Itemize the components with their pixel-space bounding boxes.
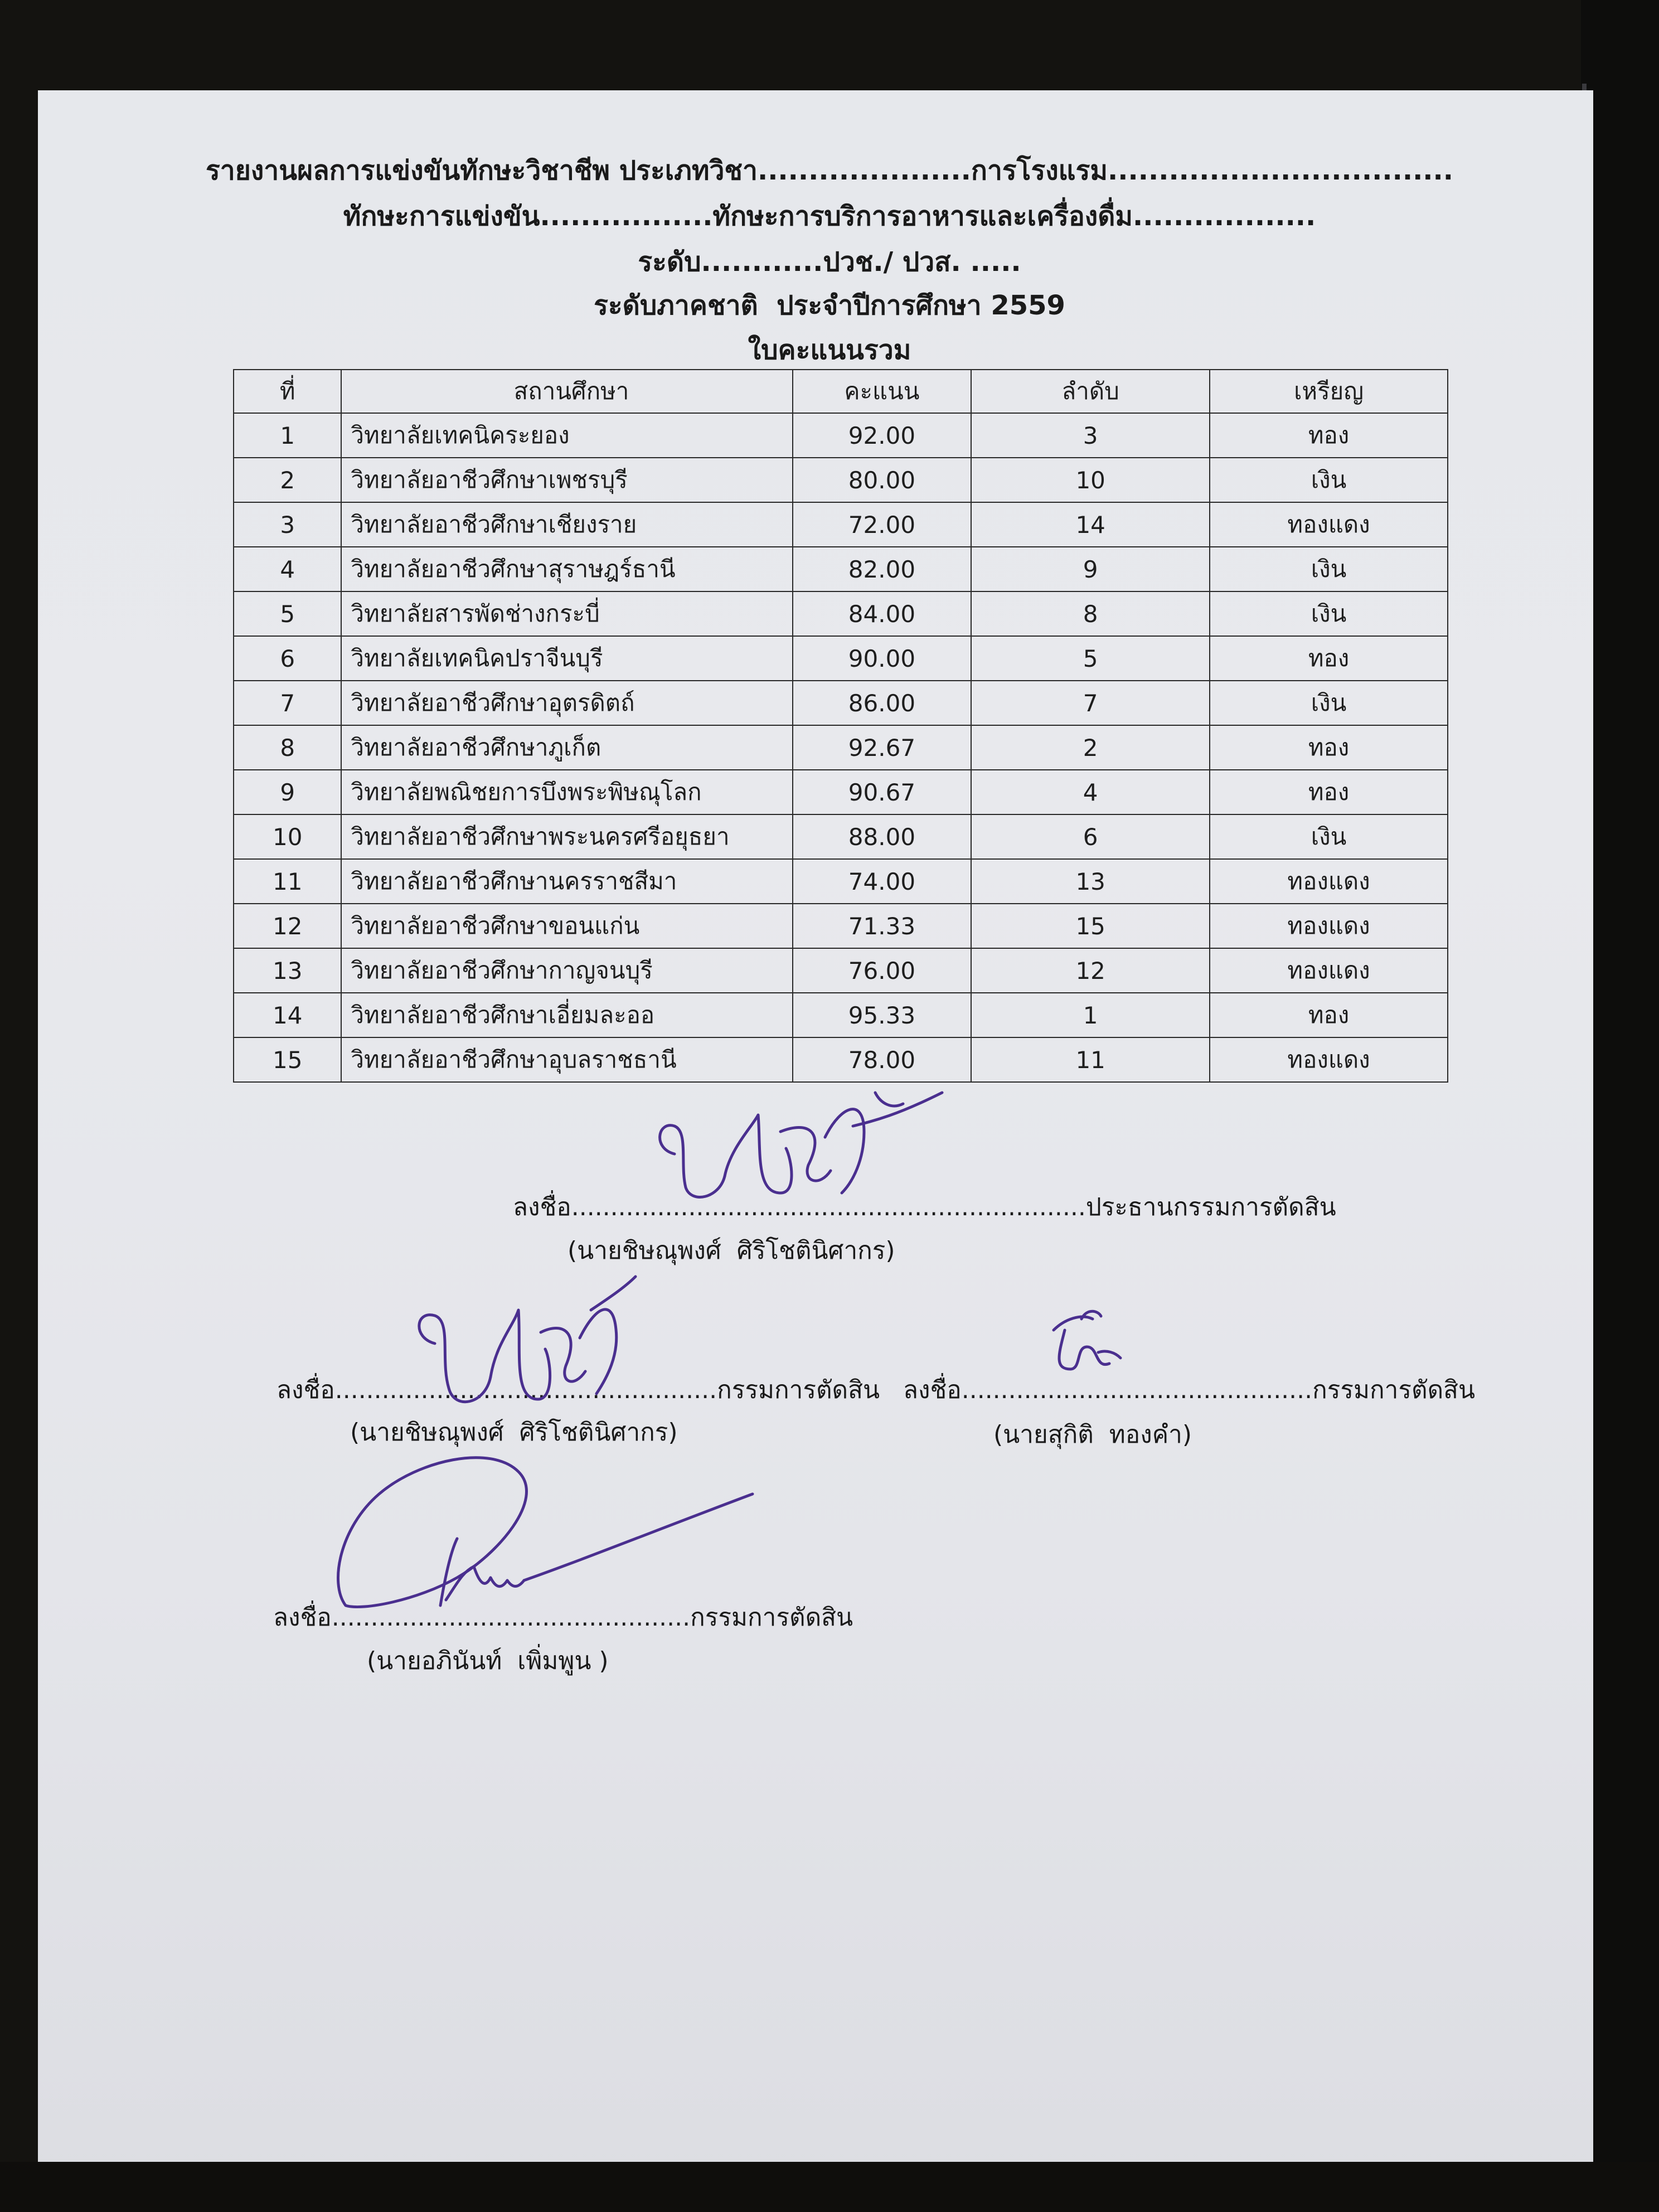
row-rank: 6 [971,814,1210,859]
header-institution: สถานศึกษา [341,370,792,413]
row-score: 76.00 [793,948,972,993]
row-medal: เงิน [1210,814,1448,859]
row-score: 90.67 [793,770,972,814]
education-level: ระดับ............ปวช./ ปวส. ..... [638,246,1021,278]
row-medal: ทองแดง [1210,1037,1448,1082]
row-institution: วิทยาลัยเทคนิคปราจีนบุรี [341,636,792,681]
table-row [234,725,1448,770]
row-no: 2 [234,458,341,502]
row-no: 9 [234,770,341,814]
report-title: รายงานผลการแข่งขันทักษะวิชาชีพ ประเภทวิชา.....................การโรงแรม.................................. [206,155,1453,186]
competition-year: ระดับภาคชาติ ประจำปีการศึกษา 2559 [594,290,1065,321]
row-rank: 13 [971,859,1210,904]
row-institution: วิทยาลัยอาชีวศึกษาเอี่ยมละออ [341,993,792,1037]
row-score: 80.00 [793,458,972,502]
row-score: 88.00 [793,814,972,859]
left-name: (นายชิษณุพงศ์ ศิริโชตินิศากร) [350,1418,678,1447]
row-no: 6 [234,636,341,681]
row-medal: ทองแดง [1210,948,1448,993]
table-row [234,814,1448,859]
row-institution: วิทยาลัยเทคนิคระยอง [341,413,792,458]
row-medal: ทอง [1210,636,1448,681]
score-table [233,369,1448,1083]
row-institution: วิทยาลัยอาชีวศึกษาเพชรบุรี [341,458,792,502]
row-no: 5 [234,591,341,636]
row-medal: เงิน [1210,458,1448,502]
row-rank: 11 [971,1037,1210,1082]
row-institution: วิทยาลัยอาชีวศึกษาภูเก็ต [341,725,792,770]
row-score: 95.33 [793,993,972,1037]
row-score: 82.00 [793,547,972,591]
table-row [234,502,1448,547]
row-medal: ทองแดง [1210,859,1448,904]
row-rank: 12 [971,948,1210,993]
row-no: 1 [234,413,341,458]
bottom-name: (นายอภินันท์ เพิ่มพูน ) [367,1647,609,1675]
row-institution: วิทยาลัยอาชีวศึกษานครราชสีมา [341,859,792,904]
table-header-row [234,370,1448,413]
row-medal: ทองแดง [1210,502,1448,547]
row-institution: วิทยาลัยพณิชยการบึงพระพิษณุโลก [341,770,792,814]
row-institution: วิทยาลัยสารพัดช่างกระบี่ [341,591,792,636]
bottom-signature [329,1438,764,1617]
row-no: 13 [234,948,341,993]
row-institution: วิทยาลัยอาชีวศึกษาขอนแก่น [341,904,792,948]
row-rank: 15 [971,904,1210,948]
table-row [234,591,1448,636]
row-rank: 3 [971,413,1210,458]
row-rank: 14 [971,502,1210,547]
row-score: 74.00 [793,859,972,904]
row-rank: 8 [971,591,1210,636]
row-rank: 7 [971,681,1210,725]
table-row [234,1037,1448,1082]
row-medal: ทอง [1210,770,1448,814]
table-row [234,413,1448,458]
row-medal: ทอง [1210,413,1448,458]
row-institution: วิทยาลัยอาชีวศึกษาสุราษฎร์ธานี [341,547,792,591]
table-row [234,948,1448,993]
row-score: 84.00 [793,591,972,636]
row-score: 90.00 [793,636,972,681]
row-rank: 1 [971,993,1210,1037]
row-score: 92.00 [793,413,972,458]
row-institution: วิทยาลัยอาชีวศึกษาพระนครศรีอยุธยา [341,814,792,859]
row-no: 7 [234,681,341,725]
chair-signature-line: ลงชื่อ..................................................................ประธานกรรมการตัดสิน [513,1193,1336,1221]
row-rank: 10 [971,458,1210,502]
competition-skill: ทักษะการแข่งขัน.................ทักษะการบริการอาหารและเครื่องดื่ม.................. [343,201,1316,232]
right-name: (นายสุกิติ ทองคำ) [993,1420,1192,1449]
row-rank: 9 [971,547,1210,591]
table-row [234,547,1448,591]
bottom-signature-line: ลงชื่อ..............................................กรรมการตัดสิน [273,1603,853,1632]
row-rank: 4 [971,770,1210,814]
row-medal: เงิน [1210,547,1448,591]
header-rank: ลำดับ [971,370,1210,413]
score-sheet-title: ใบคะแนนรวม [748,334,911,366]
right-signature-line: ลงชื่อ.............................................กรรมการตัดสิน [903,1376,1476,1404]
left-signature [401,1277,636,1444]
row-institution: วิทยาลัยอาชีวศึกษากาญจนบุรี [341,948,792,993]
header-score: คะแนน [793,370,972,413]
row-medal: เงิน [1210,591,1448,636]
table-row [234,770,1448,814]
row-medal: ทอง [1210,725,1448,770]
background-bottom [0,2162,1659,2212]
row-no: 8 [234,725,341,770]
table-row [234,904,1448,948]
row-no: 4 [234,547,341,591]
row-score: 71.33 [793,904,972,948]
row-rank: 2 [971,725,1210,770]
header-medal: เหรียญ [1210,370,1448,413]
row-no: 10 [234,814,341,859]
left-signature-line: ลงชื่อ.................................................กรรมการตัดสิน [276,1376,880,1404]
row-no: 11 [234,859,341,904]
row-institution: วิทยาลัยอาชีวศึกษาอุตรดิตถ์ [341,681,792,725]
row-score: 72.00 [793,502,972,547]
header-no: ที่ [234,370,341,413]
table-row [234,681,1448,725]
row-medal: ทอง [1210,993,1448,1037]
row-no: 12 [234,904,341,948]
table-row [234,993,1448,1037]
row-no: 3 [234,502,341,547]
row-institution: วิทยาลัยอาชีวศึกษาอุบลราชธานี [341,1037,792,1082]
table-row [234,458,1448,502]
row-institution: วิทยาลัยอาชีวศึกษาเชียงราย [341,502,792,547]
chair-name: (นายชิษณุพงศ์ ศิริโชตินิศากร) [567,1236,895,1265]
row-medal: เงิน [1210,681,1448,725]
table-row [234,859,1448,904]
right-signature [1042,1308,1132,1380]
row-score: 78.00 [793,1037,972,1082]
row-score: 92.67 [793,725,972,770]
chair-signature [641,1081,953,1226]
row-no: 15 [234,1037,341,1082]
row-score: 86.00 [793,681,972,725]
row-no: 14 [234,993,341,1037]
row-rank: 5 [971,636,1210,681]
table-row [234,636,1448,681]
row-medal: ทองแดง [1210,904,1448,948]
